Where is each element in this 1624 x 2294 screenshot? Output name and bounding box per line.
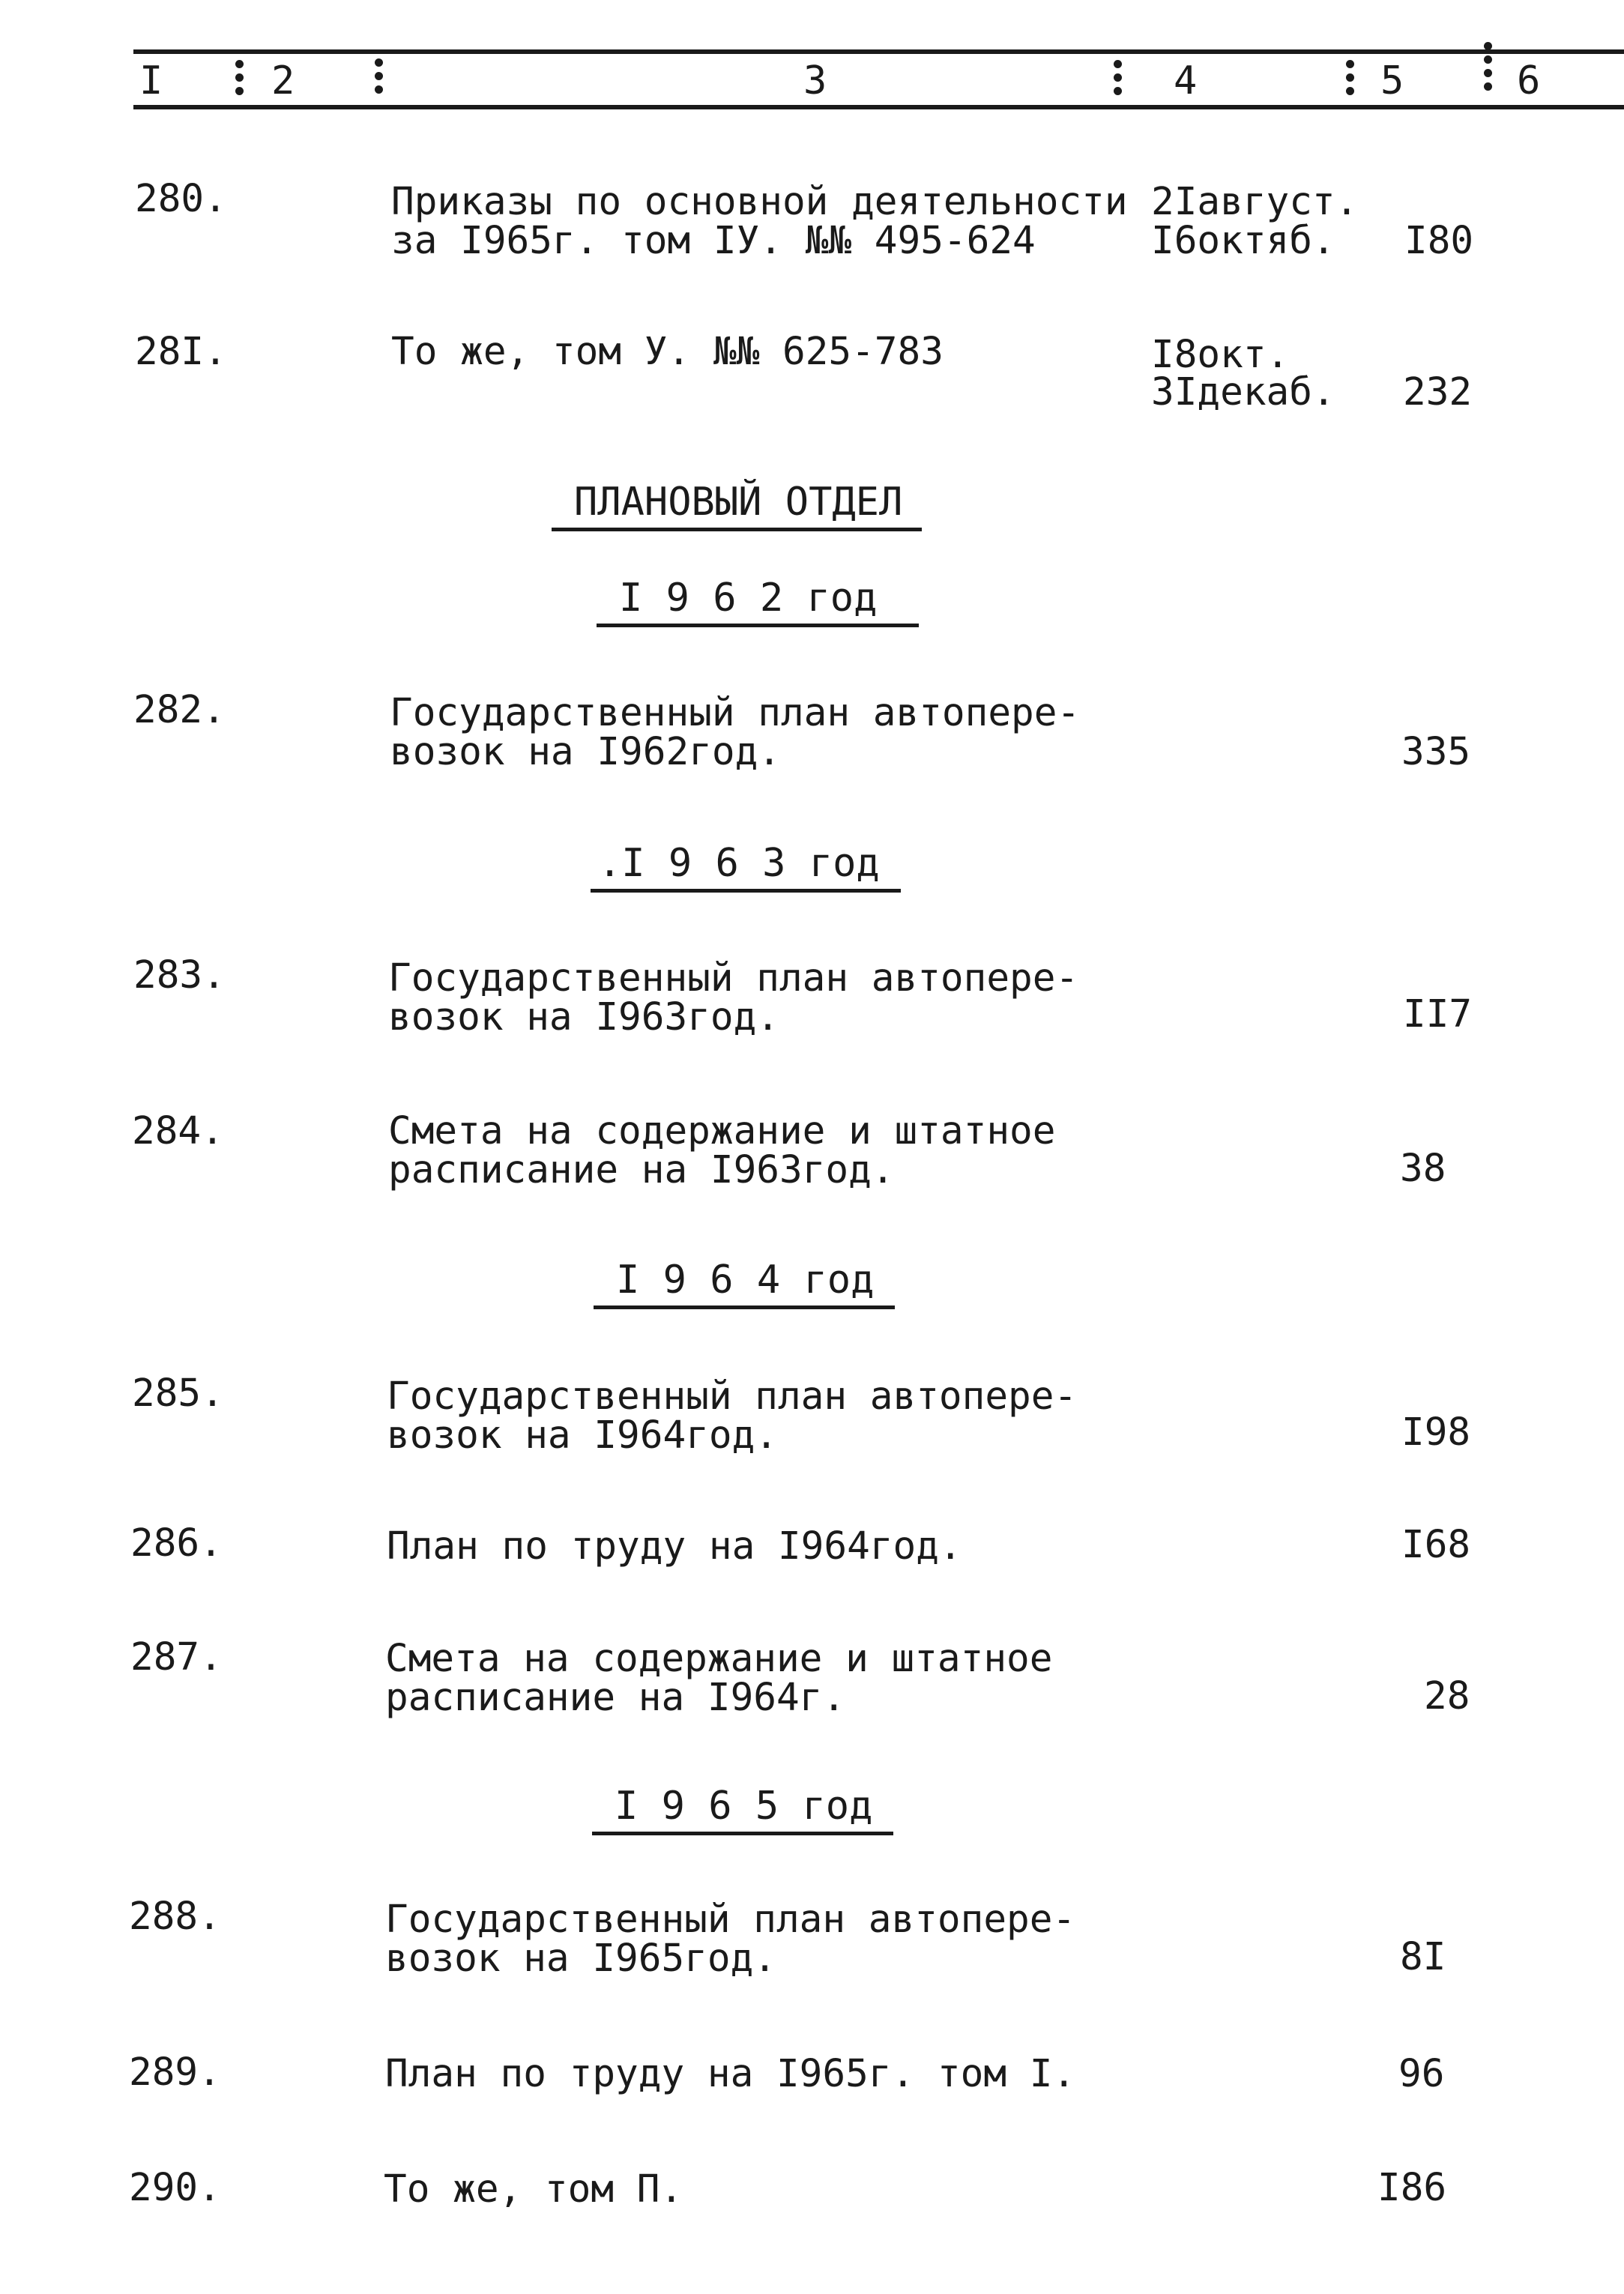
- entry-title-line: Приказы по основной деятельности: [391, 180, 1128, 224]
- column-number-1: I: [139, 58, 163, 103]
- entry-title-line: Государственный план автопере-: [385, 1898, 1076, 1942]
- column-separator: [375, 58, 383, 99]
- entry-pages: 335: [1401, 730, 1471, 774]
- column-number-3: 3: [803, 58, 827, 103]
- entry-title-line: То же, том П.: [384, 2167, 683, 2212]
- entry-pages: I80: [1404, 219, 1474, 263]
- entry-title-line: План по труду на I964год.: [387, 1524, 962, 1569]
- entry-title-line: возок на I962год.: [390, 730, 781, 774]
- entry-title-line: расписание на I964г.: [385, 1676, 846, 1720]
- entry-date-start: 2Iавгуст.: [1151, 180, 1359, 224]
- column-number-6: 6: [1517, 58, 1541, 103]
- entry-number: 287.: [130, 1635, 223, 1679]
- entry-number: 290.: [129, 2166, 221, 2210]
- entry-pages: 28: [1424, 1674, 1470, 1718]
- entry-number: 285.: [132, 1371, 224, 1416]
- entry-number: 286.: [130, 1521, 223, 1566]
- entry-title-line: за I965г. том IУ. №№ 495-624: [391, 219, 1036, 263]
- column-separator: [1346, 60, 1354, 100]
- entry-title-line: возок на I964год.: [387, 1413, 778, 1458]
- entry-pages: 96: [1398, 2052, 1445, 2096]
- year-heading-1962: I 9 6 2 год: [597, 577, 919, 627]
- header-bottom-rule: [133, 105, 1624, 109]
- column-number-5: 5: [1380, 58, 1404, 103]
- entry-pages: II7: [1403, 992, 1473, 1036]
- entry-date-start: I8окт.: [1151, 333, 1290, 377]
- entry-pages: 38: [1400, 1147, 1446, 1191]
- entry-number: 280.: [135, 177, 227, 221]
- year-heading-1963: .I 9 6 3 год: [591, 842, 901, 893]
- entry-pages: I86: [1377, 2166, 1447, 2210]
- entry-title-line: Государственный план автопере-: [387, 1374, 1078, 1419]
- entry-title-line: План по труду на I965г. том I.: [385, 2052, 1076, 2096]
- entry-title-line: Смета на содержание и штатное: [385, 1637, 1053, 1681]
- entry-title-line: То же, том У. №№ 625-783: [391, 330, 944, 374]
- entry-number: 282.: [133, 688, 226, 732]
- column-number-4: 4: [1174, 58, 1198, 103]
- entry-number: 289.: [129, 2050, 221, 2095]
- column-separator: [1484, 42, 1492, 96]
- entry-title-line: Государственный план автопере-: [388, 956, 1079, 1000]
- column-separator: [1114, 60, 1122, 100]
- year-heading-1964: I 9 6 4 год: [594, 1259, 895, 1309]
- entry-pages: 8I: [1400, 1935, 1446, 1979]
- entry-pages: I68: [1401, 1523, 1471, 1567]
- entry-date-end: I6октяб.: [1151, 219, 1335, 263]
- entry-number: 283.: [133, 953, 226, 997]
- department-heading: ПЛАНОВЫЙ ОТДЕЛ: [552, 481, 922, 531]
- header-top-rule: [133, 49, 1624, 54]
- entry-title-line: возок на I963год.: [388, 995, 779, 1039]
- entry-pages: 232: [1403, 370, 1473, 414]
- entry-title-line: Государственный план автопере-: [390, 691, 1081, 735]
- entry-number: 288.: [129, 1895, 221, 1939]
- entry-title-line: расписание на I963год.: [388, 1148, 895, 1192]
- entry-number: 284.: [132, 1109, 224, 1153]
- entry-pages: I98: [1401, 1410, 1471, 1455]
- entry-date-end: 3Iдекаб.: [1151, 370, 1335, 414]
- entry-title-line: Смета на содержание и штатное: [388, 1109, 1056, 1153]
- entry-title-line: возок на I965год.: [385, 1937, 776, 1981]
- column-separator: [235, 60, 244, 100]
- column-number-2: 2: [271, 58, 295, 103]
- entry-number: 28I.: [135, 330, 227, 374]
- year-heading-1965: I 9 6 5 год: [592, 1785, 893, 1835]
